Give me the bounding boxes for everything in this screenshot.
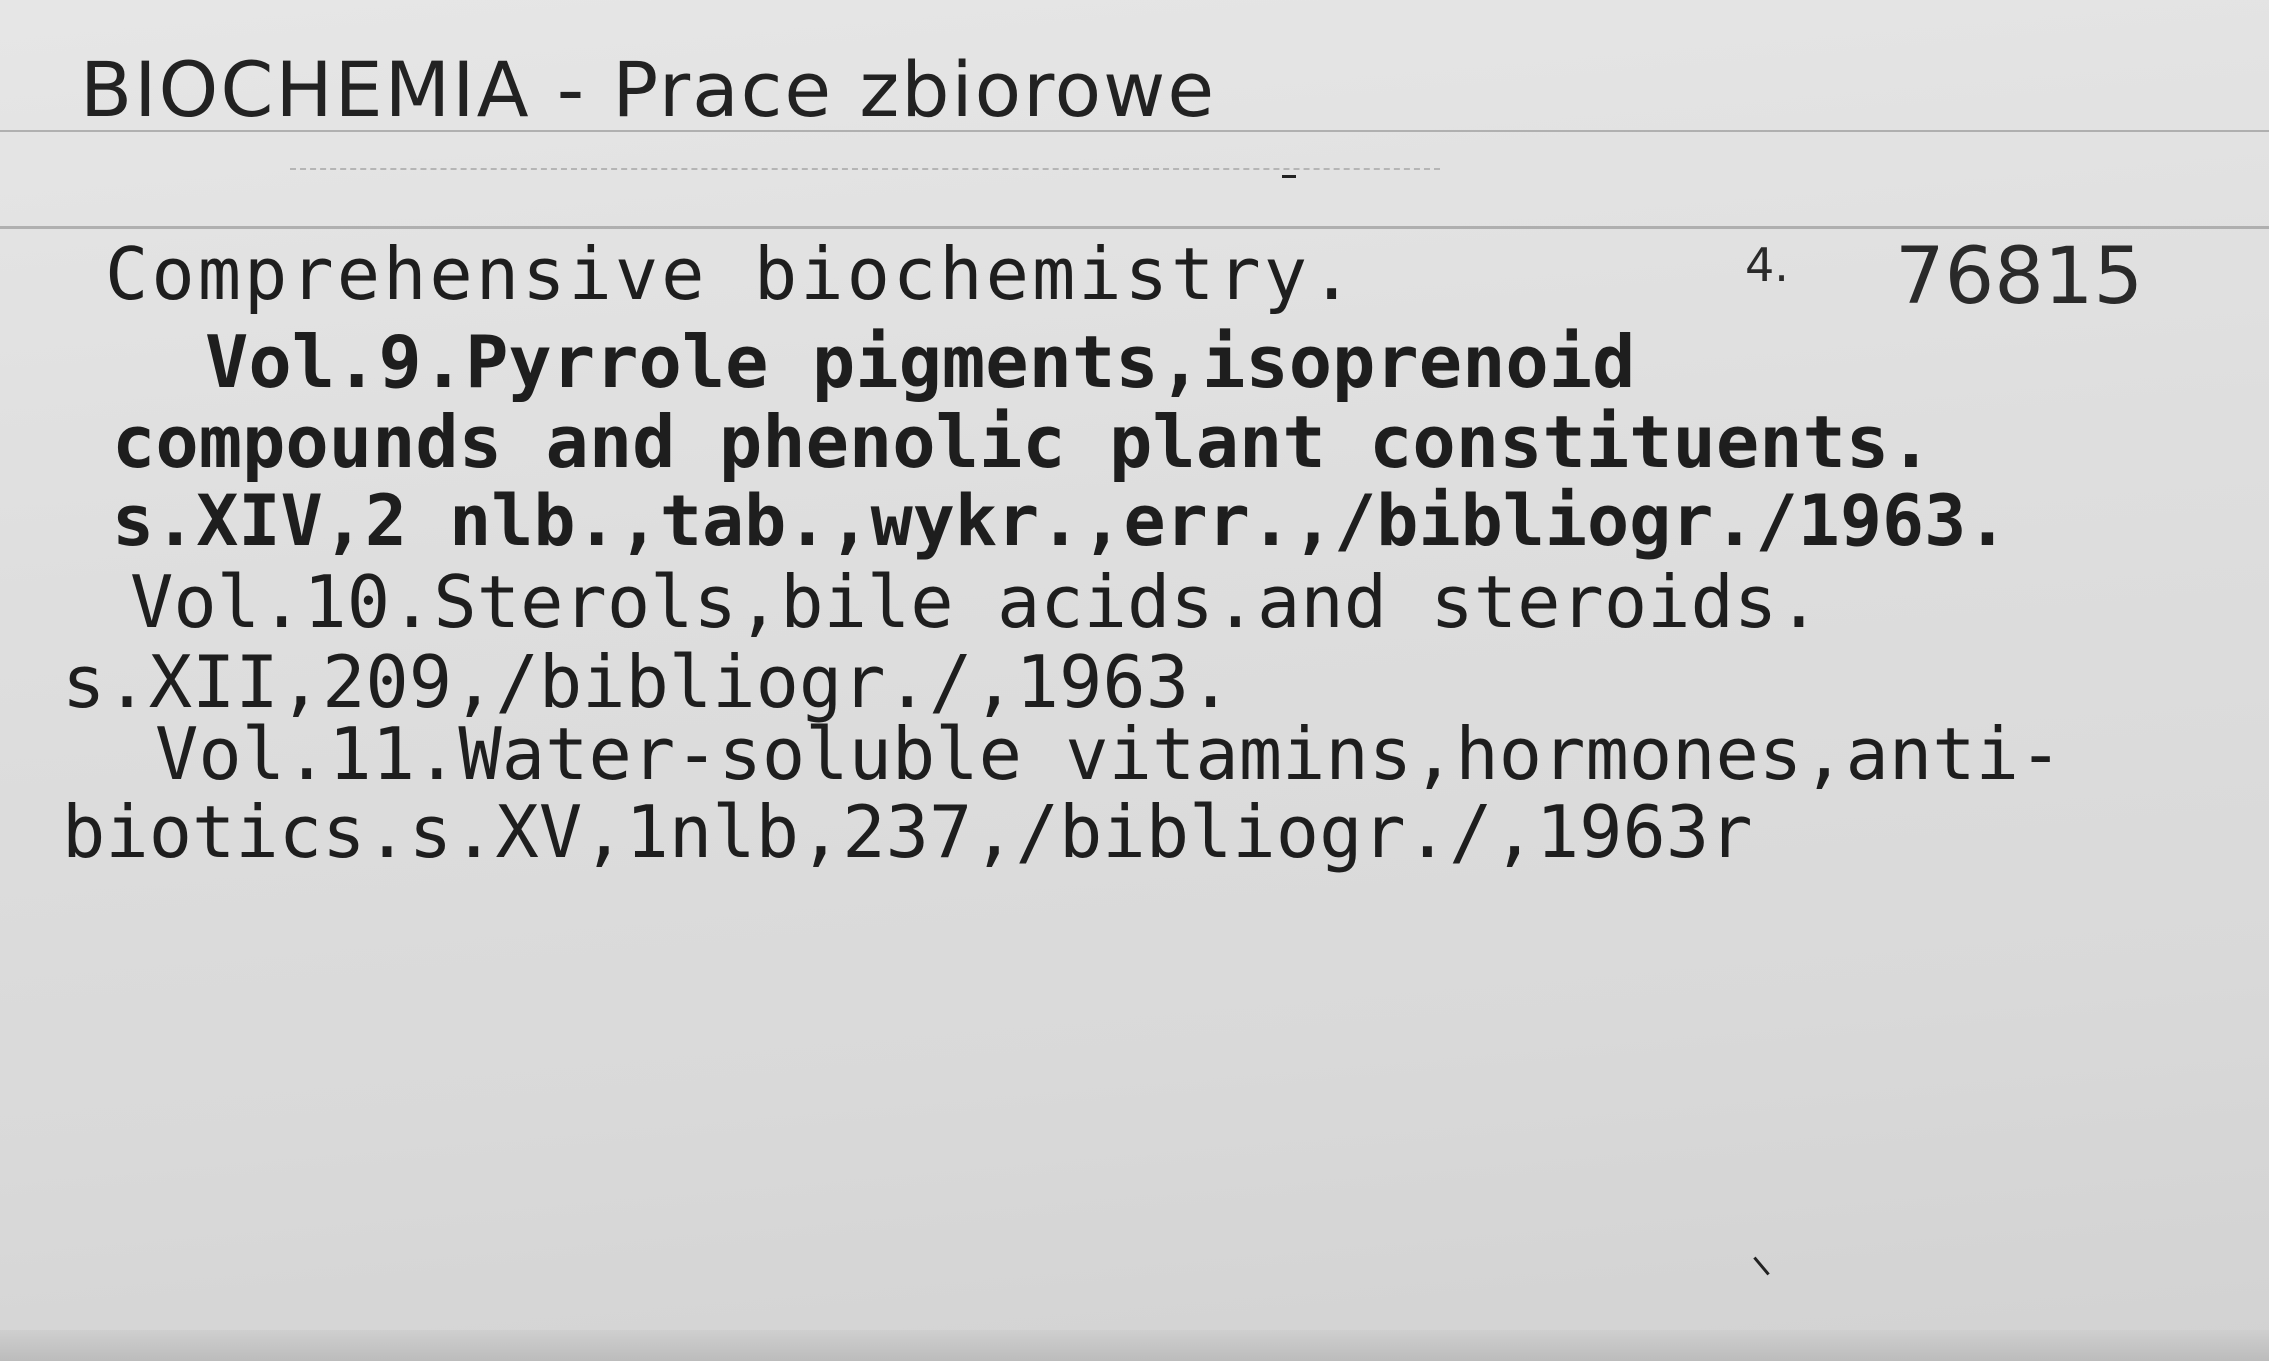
volume-9-collation: s.XIV,2 nlb.,tab.,wykr.,err.,/bibliogr./1963.: [112, 480, 2009, 562]
header-divider-line: [0, 226, 2269, 229]
card-bottom-edge: [0, 1330, 2269, 1361]
stray-mark-lower: [1753, 1257, 1769, 1276]
call-mark: 4.: [1745, 238, 1789, 292]
volume-10-title: Vol.10.Sterols,bile acids.and steroids.: [130, 560, 1821, 644]
subject-heading: BIOCHEMIA - Prace zbiorowe: [80, 45, 1217, 134]
stray-mark: [1282, 175, 1296, 178]
volume-9-title-cont: compounds and phenolic plant constituents.: [112, 400, 1933, 484]
volume-10-collation: s.XII,209,/bibliogr./,1963.: [62, 640, 1233, 724]
volume-11-title: Vol.11.Water-soluble vitamins,hormones,anti-: [155, 712, 2063, 796]
inventory-number: 76815: [1895, 232, 2144, 322]
title-line: Comprehensive biochemistry.: [105, 232, 1357, 316]
faint-guide-line: [290, 168, 1440, 170]
volume-11-collation: biotics.s.XV,1nlb,237,/bibliogr./,1963r: [62, 790, 1753, 874]
volume-9-title: Vol.9.Pyrrole pigments,isoprenoid: [205, 320, 1636, 404]
